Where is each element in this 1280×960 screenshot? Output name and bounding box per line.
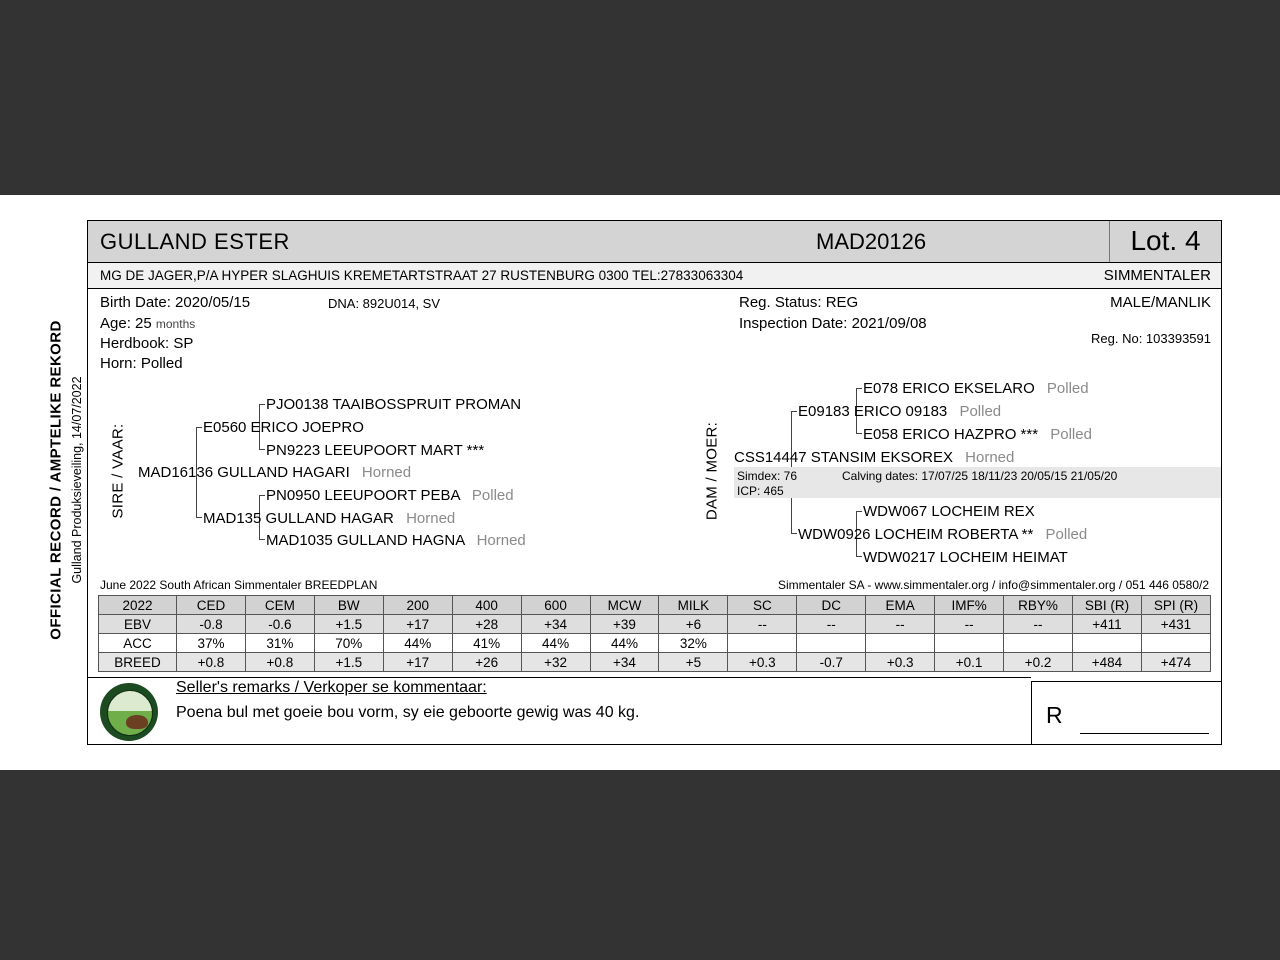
owner-bar — [88, 263, 1221, 289]
pedigree-node-dam-gp3 — [863, 503, 1043, 520]
col-header: EMA — [866, 596, 935, 615]
simmentaler-logo-icon — [100, 683, 158, 741]
table-cell: 32% — [659, 634, 728, 653]
table-cell — [1141, 634, 1210, 653]
horn-status-text: Polled — [471, 487, 514, 504]
animal-name-text: MAD16136 GULLAND HAGARI — [138, 464, 350, 481]
col-header: MCW — [590, 596, 659, 615]
seller-remarks-title: Seller's remarks / Verkoper se kommentaar: — [176, 679, 487, 696]
card-header — [88, 221, 1221, 263]
horn-status: Horn: Polled — [100, 355, 183, 372]
table-cell: +17 — [383, 615, 452, 634]
price-box — [1031, 681, 1221, 744]
table-cell: 44% — [590, 634, 659, 653]
table-header-row — [99, 596, 1211, 615]
breed-name: SIMMENTALER — [1103, 267, 1211, 284]
price-blank-line — [1080, 733, 1209, 734]
table-cell: +474 — [1141, 653, 1210, 672]
col-header: CEM — [245, 596, 314, 615]
table-cell — [935, 634, 1004, 653]
table-cell: +17 — [383, 653, 452, 672]
lot-number: Lot. 4 — [1109, 221, 1221, 262]
pedigree-node-dam-gp4 — [863, 549, 1076, 566]
col-header: CED — [177, 596, 246, 615]
horn-status-text: Polled — [959, 403, 1002, 420]
table-cell: +28 — [452, 615, 521, 634]
table-cell: +0.3 — [866, 653, 935, 672]
animal-name-text: PJO0138 TAAIBOSSPRUIT PROMAN — [266, 396, 522, 413]
table-cell: +6 — [659, 615, 728, 634]
col-header: 600 — [521, 596, 590, 615]
sire-section-label: SIRE / VAAR: — [109, 423, 127, 519]
table-cell — [1004, 634, 1073, 653]
icp-value: ICP: 465 — [737, 484, 784, 498]
table-cell: +1.5 — [314, 653, 383, 672]
animal-name: GULLAND ESTER — [100, 229, 290, 254]
official-record-label: OFFICIAL RECORD / AMPTELIKE REKORD — [47, 320, 65, 640]
table-cell: -0.7 — [797, 653, 866, 672]
animal-name-text: PN9223 LEEUPOORT MART *** — [266, 442, 485, 459]
table-cell: +431 — [1141, 615, 1210, 634]
pedigree-node-sire-p1 — [203, 419, 372, 436]
col-header: RBY% — [1004, 596, 1073, 615]
table-row-ebv — [99, 615, 1211, 634]
col-header: 2022 — [99, 596, 177, 615]
horn-status-text: Polled — [1046, 380, 1089, 397]
col-header: MILK — [659, 596, 728, 615]
table-cell: +0.1 — [935, 653, 1004, 672]
dna-info: DNA: 892U014, SV — [328, 296, 441, 311]
table-cell: 44% — [521, 634, 590, 653]
table-cell: -0.6 — [245, 615, 314, 634]
table-cell — [866, 634, 935, 653]
pedigree-node-sire-gp2 — [266, 442, 492, 459]
table-cell: +1.5 — [314, 615, 383, 634]
col-header: 400 — [452, 596, 521, 615]
pedigree-node-sire-gp3 — [266, 487, 514, 504]
table-cell: -- — [728, 615, 797, 634]
herdbook: Herdbook: SP — [100, 335, 194, 352]
animal-name-text: MAD135 GULLAND HAGAR — [203, 510, 394, 527]
table-cell: +0.8 — [245, 653, 314, 672]
age-unit: months — [155, 317, 196, 331]
table-cell: +0.8 — [177, 653, 246, 672]
animal-name-text: WDW0926 LOCHEIM ROBERTA ** — [798, 526, 1034, 543]
row-label: EBV — [99, 615, 177, 634]
registration-number: Reg. No: 103393591 — [1091, 331, 1211, 346]
horn-status-text: Horned — [406, 510, 456, 527]
animal-name-text: E058 ERICO HAZPRO *** — [863, 426, 1039, 443]
table-cell: 41% — [452, 634, 521, 653]
table-cell — [797, 634, 866, 653]
age — [100, 315, 195, 332]
inspection-date: Inspection Date: 2021/09/08 — [739, 315, 927, 332]
pedigree-node-dam-p1 — [798, 403, 1001, 420]
table-cell: 31% — [245, 634, 314, 653]
table-cell: 44% — [383, 634, 452, 653]
seller-remarks-text: Poena bul met goeie bou vorm, sy eie geboorte gewig was 40 kg. — [176, 704, 640, 721]
table-cell: +0.3 — [728, 653, 797, 672]
animal-name-text: CSS14447 STANSIM EKSOREX — [734, 449, 953, 466]
simdex-value: Simdex: 76 — [737, 469, 798, 483]
table-cell: -- — [866, 615, 935, 634]
table-row-acc — [99, 634, 1211, 653]
remarks-divider — [88, 677, 1031, 678]
animal-name-text: WDW067 LOCHEIM REX — [863, 503, 1035, 520]
table-cell: +484 — [1072, 653, 1141, 672]
pedigree-node-dam — [734, 449, 1014, 466]
pedigree-node-sire — [138, 464, 411, 481]
table-cell: -- — [1004, 615, 1073, 634]
col-header: 200 — [383, 596, 452, 615]
sale-event-label: Gulland Produksieveiling, 14/07/2022 — [70, 376, 84, 584]
birth-date: Birth Date: 2020/05/15 — [100, 294, 251, 311]
table-cell: +411 — [1072, 615, 1141, 634]
animal-name-text: E0560 ERICO JOEPRO — [203, 419, 364, 436]
col-header: IMF% — [935, 596, 1004, 615]
horn-status-text: Horned — [476, 532, 526, 549]
reg-status: Reg. Status: REG — [739, 294, 859, 311]
breedplan-source-note: June 2022 South African Simmentaler BREEDPLAN — [100, 578, 378, 592]
logo-inner-globe — [107, 690, 153, 736]
table-cell: -- — [935, 615, 1004, 634]
animal-name-text: E09183 ERICO 09183 — [798, 403, 948, 420]
logo-cow-shape — [126, 715, 148, 729]
table-cell — [728, 634, 797, 653]
col-header: SBI (R) — [1072, 596, 1141, 615]
top-dark-band — [0, 0, 1280, 195]
horn-status-text: Horned — [361, 464, 412, 481]
pedigree-node-dam-p2 — [798, 526, 1087, 543]
table-cell: 70% — [314, 634, 383, 653]
table-cell: +26 — [452, 653, 521, 672]
bottom-dark-band — [0, 770, 1280, 960]
animal-name-text: PN0950 LEEUPOORT PEBA — [266, 487, 460, 504]
sex-label: MALE/MANLIK — [1110, 294, 1211, 311]
table-row-breed — [99, 653, 1211, 672]
animal-name-text: WDW0217 LOCHEIM HEIMAT — [863, 549, 1068, 566]
col-header: DC — [797, 596, 866, 615]
table-cell — [1072, 634, 1141, 653]
calving-dates: Calving dates: 17/07/25 18/11/23 20/05/15 21/05/20 — [842, 469, 1118, 483]
pedigree-node-sire-p2 — [203, 510, 455, 527]
horn-status-text: Polled — [1045, 526, 1088, 543]
table-cell: +32 — [521, 653, 590, 672]
dam-section-label: DAM / MOER: — [703, 421, 721, 521]
table-cell: +34 — [590, 653, 659, 672]
table-cell: +0.2 — [1004, 653, 1073, 672]
row-label: ACC — [99, 634, 177, 653]
row-label: BREED — [99, 653, 177, 672]
col-header: SPI (R) — [1141, 596, 1210, 615]
table-cell: +34 — [521, 615, 590, 634]
table-cell: +5 — [659, 653, 728, 672]
age-value: Age: 25 — [100, 315, 152, 332]
dam-stats-band — [734, 467, 1221, 498]
pedigree-node-dam-gp1 — [863, 380, 1089, 397]
animal-name-text: MAD1035 GULLAND HAGNA — [266, 532, 465, 549]
table-cell: +39 — [590, 615, 659, 634]
ebv-table — [98, 595, 1211, 672]
owner-contact-line: MG DE JAGER,P/A HYPER SLAGHUIS KREMETARTSTRAAT 27 RUSTENBURG 0300 TEL:27833063304 — [100, 268, 744, 283]
table-cell: 37% — [177, 634, 246, 653]
pedigree-node-sire-gp1 — [266, 396, 529, 413]
col-header: SC — [728, 596, 797, 615]
horn-status-text: Horned — [965, 449, 1015, 466]
table-cell: -0.8 — [177, 615, 246, 634]
simmentaler-contact-note: Simmentaler SA - www.simmentaler.org / info@simmentaler.org / 051 446 0580/2 — [777, 578, 1209, 592]
col-header: BW — [314, 596, 383, 615]
animal-name-text: E078 ERICO EKSELARO — [863, 380, 1035, 397]
horn-status-text: Polled — [1050, 426, 1092, 443]
pedigree-node-dam-gp2 — [863, 426, 1092, 443]
table-cell: -- — [797, 615, 866, 634]
animal-id: MAD20126 — [816, 229, 927, 254]
price-currency-label: R — [1046, 702, 1063, 728]
pedigree-node-sire-gp4 — [266, 532, 526, 549]
catalog-card — [87, 220, 1222, 745]
